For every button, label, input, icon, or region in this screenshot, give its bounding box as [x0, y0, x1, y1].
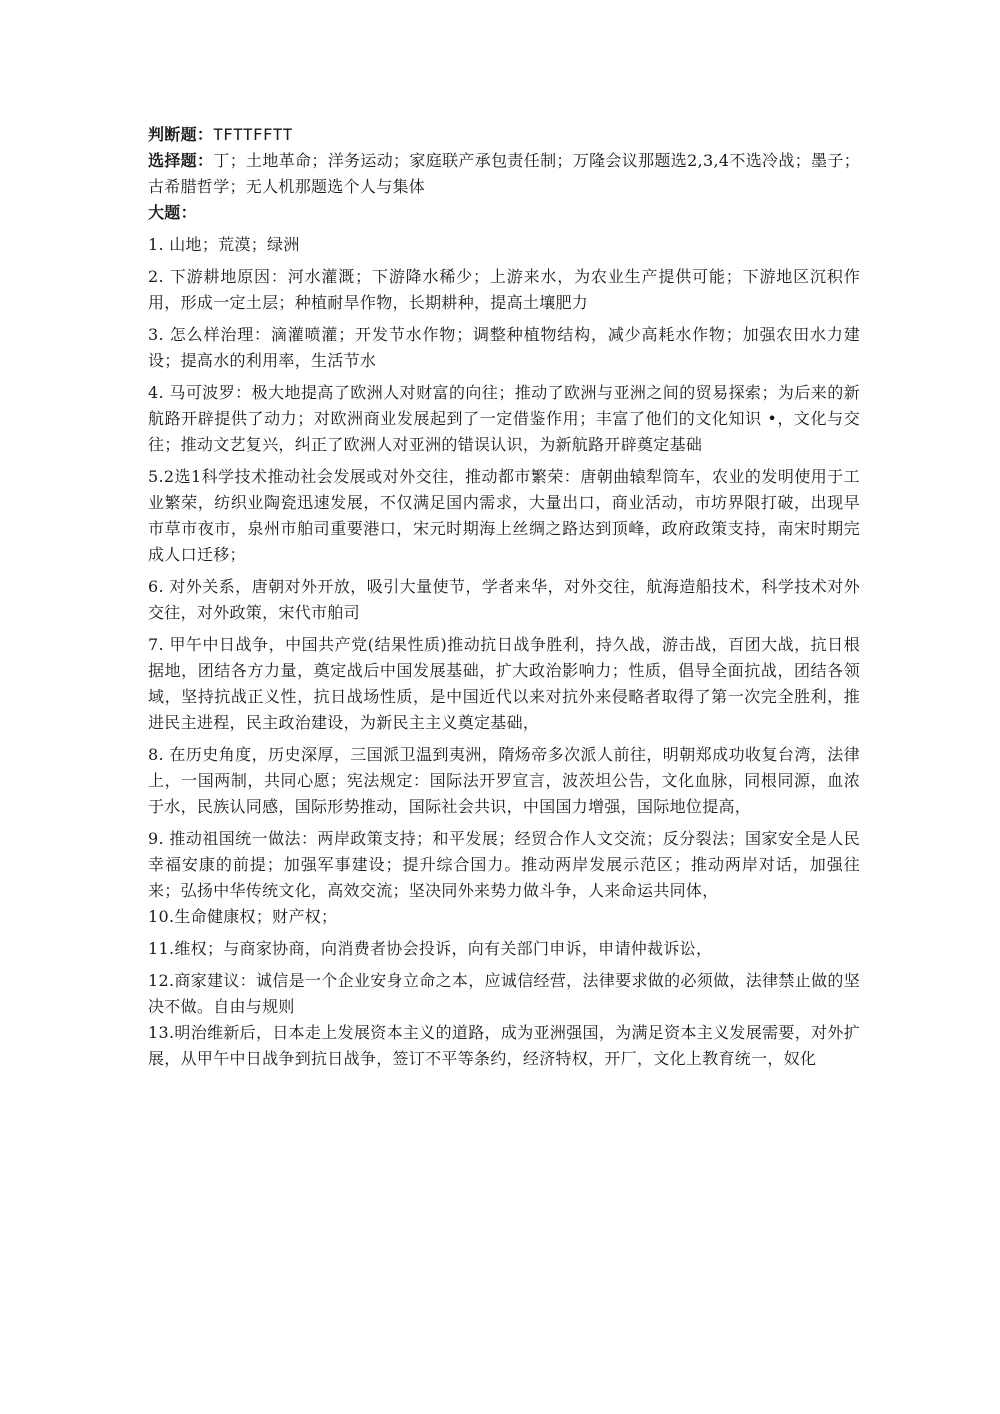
- answer-sheet: [148, 122, 860, 1078]
- essay-item-10: 10.生命健康权；财产权；: [148, 907, 338, 926]
- essay-item-2: 2. 下游耕地原因：河水灌溉；下游降水稀少；上游来水，为农业生产提供可能；下游地区沉积作用，形成一定土层；种植耐旱作物，长期耕种，提高土壤肥力: [148, 267, 860, 312]
- multiple-choice-answer: 丁；土地革命；洋务运动；家庭联产承包责任制；万隆会议那题选2,3,4不选冷战；墨子；古希腊哲学；无人机那题选个人与集体: [148, 151, 861, 196]
- essay-item-4: 4. 马可波罗：极大地提高了欧洲人对财富的向往；推动了欧洲与亚洲之间的贸易探索；为后来的新航路开辟提供了动力；对欧洲商业发展起到了一定借鉴作用；丰富了他们的文化知识 •，文化与交往；推动文艺复兴，纠正了欧洲人对亚洲的错误认识，为新航路开辟奠定基础: [148, 383, 860, 454]
- multiple-choice-label: 选择题：: [148, 151, 214, 170]
- essay-item-5: 5.2选1科学技术推动社会发展或对外交往，推动都市繁荣：唐朝曲辕犁筒车，农业的发明使用于工业繁荣，纺织业陶瓷迅速发展，不仅满足国内需求，大量出口，商业活动，市坊界限打破，出现早市草市夜市，泉州市舶司重要港口，宋元时期海上丝绸之路达到顶峰，政府政策支持，南宋时期完成人口迁移；: [148, 467, 860, 564]
- multiple-choice-section: [148, 148, 860, 200]
- true-false-section: [148, 122, 860, 148]
- essay-item-7: 7. 甲午中日战争，中国共产党(结果性质)推动抗日战争胜利，持久战，游击战，百团大战，抗日根据地，团结各方力量，奠定战后中国发展基础，扩大政治影响力；性质，倡导全面抗战，团结各领域，坚持抗战正义性，抗日战场性质，是中国近代以来对抗外来侵略者取得了第一次完全胜利，推进民主进程，民主政治建设，为新民主主义奠定基础，: [148, 635, 860, 732]
- essay-item-11: 11.维权；与商家协商，向消费者协会投诉，向有关部门申诉，申请仲裁诉讼，: [148, 939, 713, 958]
- essay-heading: 大题：: [148, 203, 197, 222]
- true-false-answer: TFTTFFTT: [213, 125, 293, 144]
- essay-item-13: 13.明治维新后，日本走上发展资本主义的道路，成为亚洲强国，为满足资本主义发展需要，对外扩展，从甲午中日战争到抗日战争，签订不平等条约，经济特权，开厂，文化上教育统一，奴化: [148, 1023, 860, 1068]
- true-false-label: 判断题：: [148, 125, 214, 144]
- essay-item-3: 3. 怎么样治理：滴灌喷灌；开发节水作物；调整种植物结构，减少高耗水作物；加强农田水力建设；提高水的利用率，生活节水: [148, 325, 860, 370]
- essay-item-9: 9. 推动祖国统一做法：两岸政策支持；和平发展；经贸合作人文交流；反分裂法；国家安全是人民幸福安康的前提；加强军事建设；提升综合国力。推动两岸发展示范区；推动两岸对话，加强往来；弘扬中华传统文化，高效交流；坚决同外来势力做斗争，人来命运共同体，: [148, 829, 860, 900]
- essay-item-6: 6. 对外关系，唐朝对外开放，吸引大量使节，学者来华，对外交往，航海造船技术，科学技术对外交往，对外政策，宋代市舶司: [148, 577, 860, 622]
- essay-item-1: 1. 山地；荒漠；绿洲: [148, 235, 300, 254]
- essay-item-8: 8. 在历史角度，历史深厚，三国派卫温到夷洲，隋炀帝多次派人前往，明朝郑成功收复台湾，法律上，一国两制，共同心愿；宪法规定：国际法开罗宣言，波茨坦公告，文化血脉，同根同源，血浓于水，民族认同感，国际形势推动，国际社会共识，中国国力增强，国际地位提高，: [148, 745, 860, 816]
- essay-item-12: 12.商家建议：诚信是一个企业安身立命之本，应诚信经营，法律要求做的必须做，法律禁止做的坚决不做。自由与规则: [148, 971, 860, 1016]
